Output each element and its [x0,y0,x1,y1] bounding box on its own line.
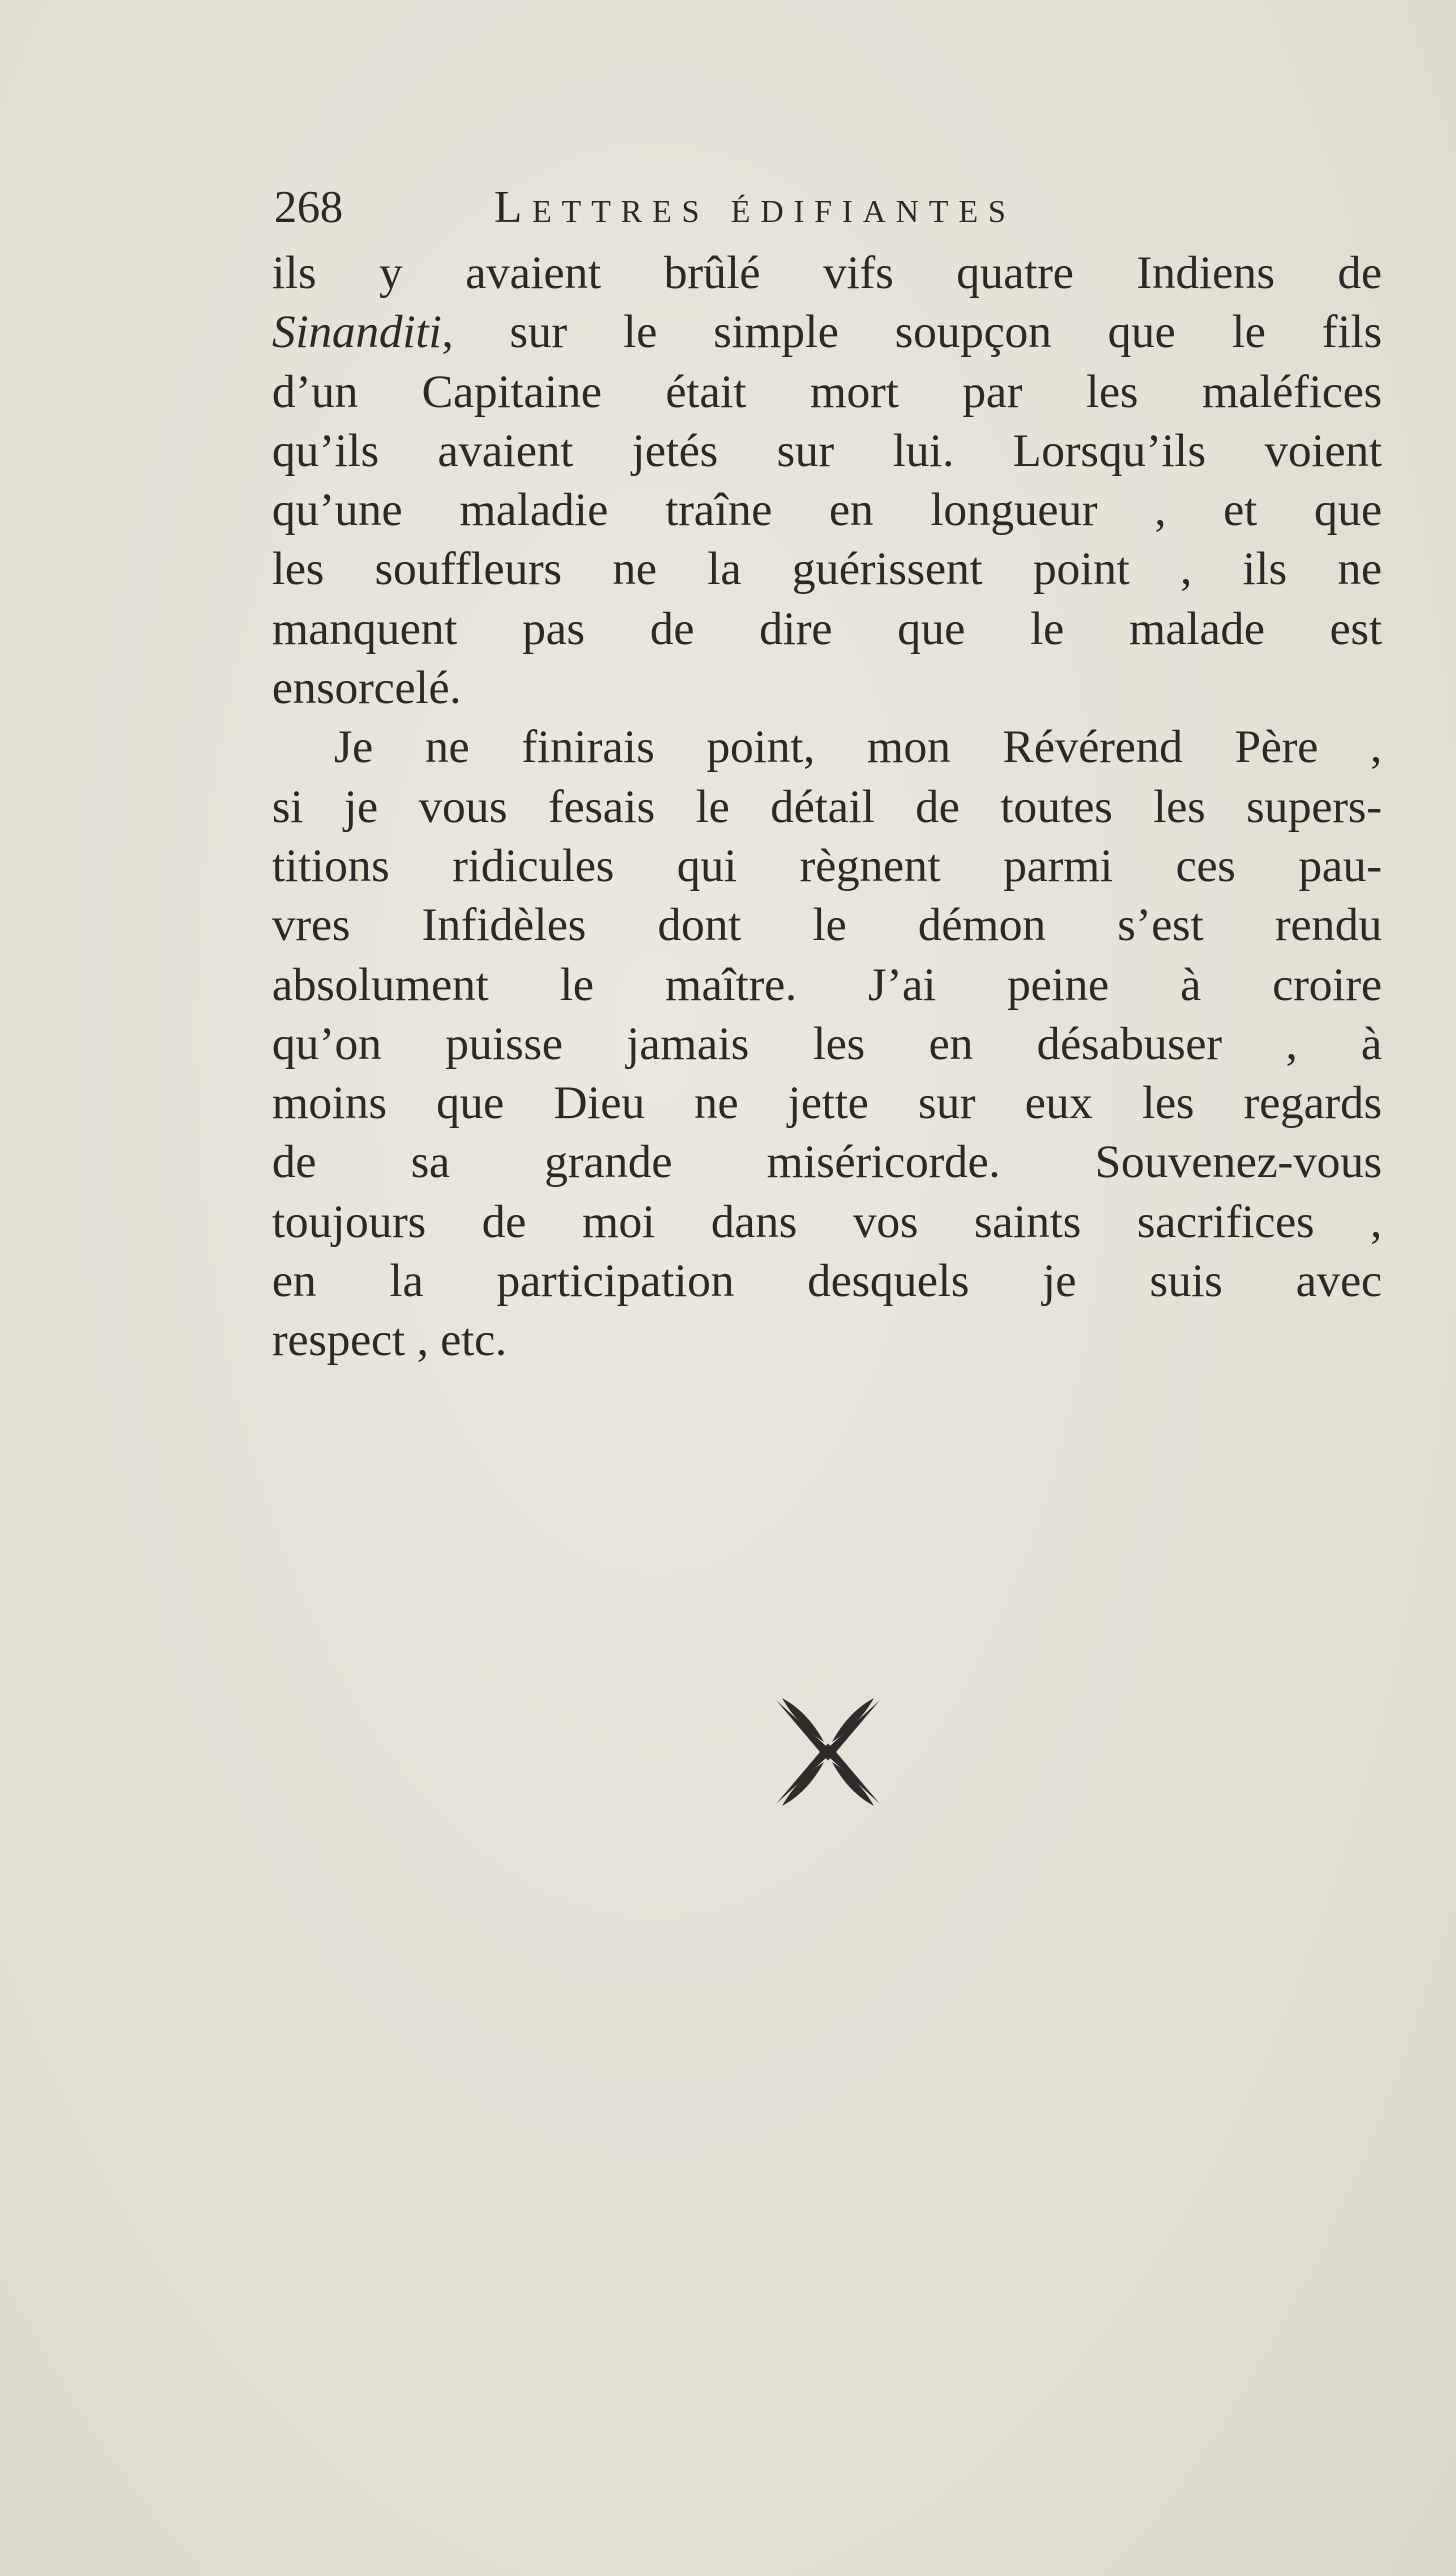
text-line: vres Infidèles dont le démon s’est rendu [272,899,1382,952]
fleuron-ornament-icon [768,1692,888,1812]
text-line [272,303,1382,362]
running-header [274,180,1204,250]
text-line: toujours de moi dans vos saints sacrifices , [272,1195,1382,1248]
text-line: respect , etc. [272,1314,507,1367]
text-line: si je vous fesais le détail de toutes les supers- [272,780,1382,833]
text-line: ils y avaient brûlé vifs quatre Indiens de [272,247,1382,299]
text-line: absolument le maître. J’ai peine à croire [272,958,1382,1011]
text-line: de sa grande miséricorde. Souvenez-vous [272,1136,1382,1189]
body-text [272,244,1382,1371]
text-line: les souffleurs ne la guérissent point , ils ne [272,543,1382,596]
page-number: 268 [274,181,343,232]
text-line-rest: , sur le simple soupçon que le fils [441,306,1382,359]
text-line: qu’on puisse jamais les en désabuser , à [272,1017,1382,1070]
text-line: qu’ils avaient jetés sur lui. Lorsqu’ils voient [272,424,1382,477]
text-line: ensorcelé. [272,662,462,715]
text-line: qu’une maladie traîne en longueur , et que [272,484,1382,537]
text-line: titions ridicules qui règnent parmi ces pau- [272,839,1382,892]
paragraph-start-line: Je ne finirais point, mon Révérend Père , [334,721,1382,774]
text-line: en la participation desquels je suis avec [272,1255,1382,1308]
text-line: moins que Dieu ne jette sur eux les regards [272,1077,1382,1130]
text-line: d’un Capitaine était mort par les maléfices [272,365,1382,418]
text-line: manquent pas de dire que le malade est [272,602,1382,655]
italic-place-name: Sinanditi [272,306,442,359]
running-title: Lettres édifiantes [494,181,1016,232]
